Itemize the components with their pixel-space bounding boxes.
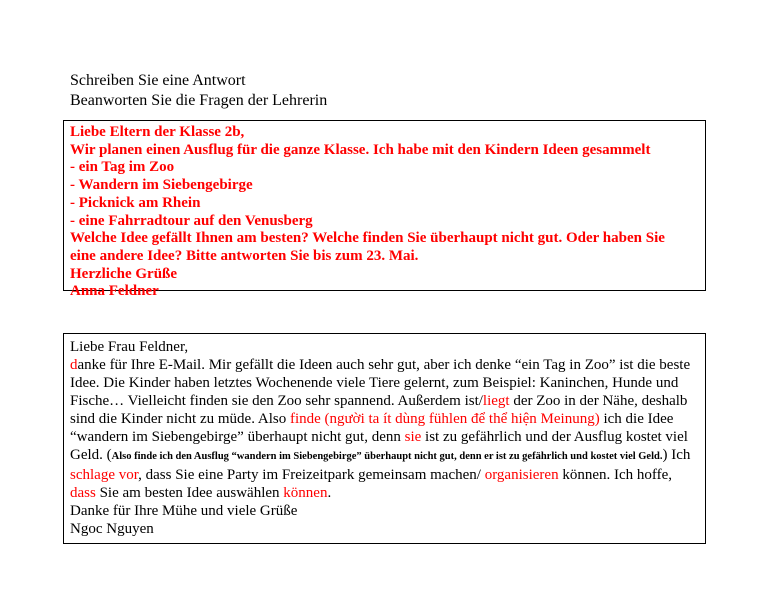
reply-signature: Ngoc Nguyen — [70, 521, 154, 537]
letter-line: - ein Tag im Zoo — [70, 159, 175, 176]
reply-text: können. Ich hoffe, — [558, 467, 673, 483]
correction: schlage vor — [70, 467, 139, 483]
instruction-line-2: Beanworten Sie die Fragen der Lehrerin — [70, 92, 328, 109]
reply-text: ) Ich — [662, 447, 691, 463]
teacher-letter-box — [63, 120, 706, 300]
instructions — [70, 71, 327, 111]
reply-text: ich die Idee “wandern im Siebengebirge” überhaupt nicht gut, denn — [70, 411, 674, 445]
reply-text: , dass Sie eine Party im Freizeitpark gemeinsam machen/ — [138, 467, 485, 483]
correction: sie — [404, 429, 422, 445]
correction: finde (người ta ít dùng fühlen để thể hiện Meinung) — [289, 411, 600, 427]
letter-line: - eine Fahrradtour auf den Venusberg — [70, 212, 313, 229]
letter-line: Welche Idee gefällt Ihnen am besten? Welche finden Sie überhaupt nicht gut. Oder haben Sie — [70, 230, 665, 247]
reply-text: . — [327, 485, 332, 501]
reply-text: der Zoo in der Nähe, deshalb sind die Kinder nicht zu müde. Also — [70, 393, 688, 427]
correction-note: Also finde ich den Ausflug “wandern im Siebengebirge” überhaupt nicht gut, denn er ist zu gefährlich und kostet viel Geld. — [111, 451, 663, 462]
letter-line: - Picknick am Rhein — [70, 194, 201, 211]
reply-body — [70, 356, 699, 502]
reply-greeting: Liebe Frau Feldner, — [70, 339, 189, 355]
correction: dass — [70, 485, 96, 501]
instruction-line-1: Schreiben Sie eine Antwort — [70, 72, 246, 89]
letter-line: eine andere Idee? Bitte antworten Sie bis zum 23. Mai. — [70, 247, 419, 264]
letter-line: Wir planen einen Ausflug für die ganze Klasse. Ich habe mit den Kindern Ideen gesammelt — [70, 141, 651, 158]
correction: können — [283, 485, 328, 501]
reply-closing: Danke für Ihre Mühe und viele Grüße — [70, 503, 298, 519]
reply-text: anke für Ihre E-Mail. Mir gefällt die Ideen auch sehr gut, aber ich denke “ein Tag in Zoo” ist die beste Idee. Die Kinder haben letztes Wochenende viele Tiere gelernt, zum Beispiel: Kaninchen, Hunde und Fische… Vielleicht finden sie den Zoo sehr spannend. Außerdem ist/ — [70, 357, 691, 409]
letter-line: - Wandern im Siebengebirge — [70, 177, 253, 194]
reply-box — [63, 333, 706, 544]
correction: liegt — [482, 393, 510, 409]
letter-cut-off-line: Anna Feldner — [70, 283, 159, 300]
correction: organisieren — [484, 467, 559, 483]
reply-text: ist zu gefährlich und der Ausflug kostet viel Geld. ( — [70, 429, 688, 463]
letter-line: Liebe Eltern der Klasse 2b, — [70, 124, 245, 140]
correction: d — [70, 357, 78, 373]
letter-line: Herzliche Grüße — [70, 265, 178, 282]
reply-text: Sie am besten Idee auswählen — [95, 485, 284, 501]
